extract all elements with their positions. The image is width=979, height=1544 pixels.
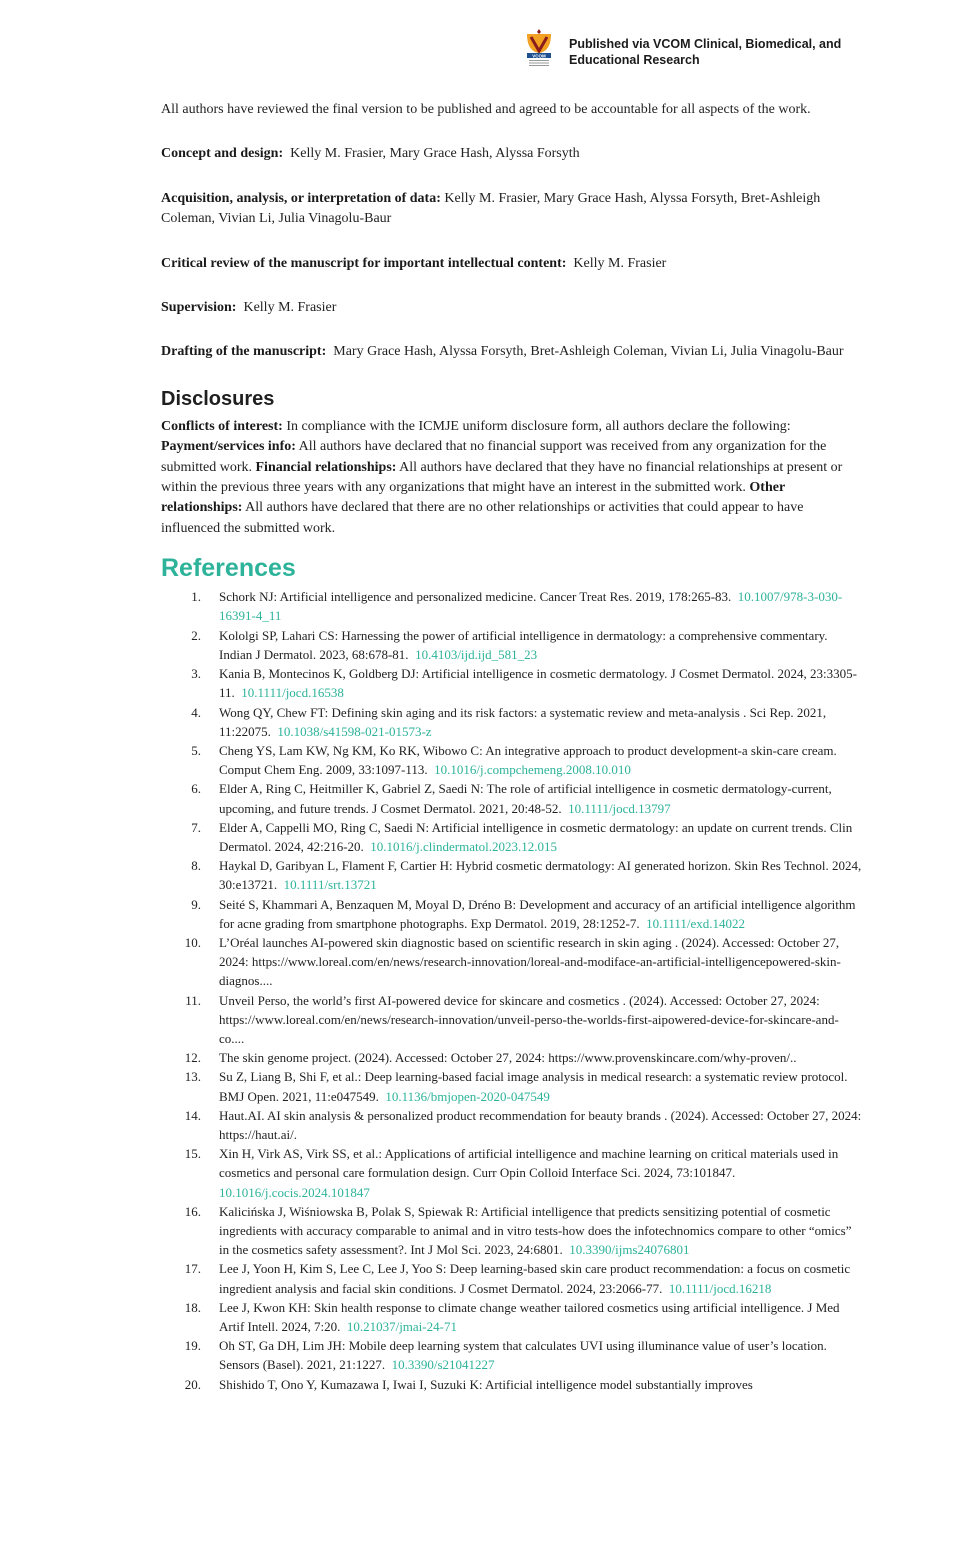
- reference-text: Unveil Perso, the world’s first AI-powered device for skincare and cosmetics . (2024). Accessed: October 27, 2024: https://www.loreal.com/en/news/research-innovation/unveil-perso-the-worlds-first-aipowered-device-for-skincare-and-co....: [219, 992, 839, 1046]
- reference-text: Wong QY, Chew FT: Defining skin aging and its risk factors: a systematic review and meta-analysis . Sci Rep. 2021, 11:22075.: [219, 704, 827, 739]
- coi-text: In compliance with the ICMJE uniform disclosure form, all authors declare the following:: [286, 418, 791, 434]
- reference-text: Elder A, Cappelli MO, Ring C, Saedi N: Artificial intelligence in cosmetic dermatology: an update on current trends. Clin Dermatol. 2024, 42:216-20.: [219, 819, 853, 854]
- reference-doi-link[interactable]: 10.1007/978-3-030-16391-4_11: [219, 589, 843, 624]
- reference-item: [161, 1375, 863, 1394]
- publisher-line-1: Published via VCOM Clinical, Biomedical, and: [569, 37, 842, 51]
- reference-number: 13.: [184, 1069, 201, 1085]
- contribution-label: Drafting of the manuscript:: [161, 344, 327, 360]
- reference-text: Schork NJ: Artificial intelligence and personalized medicine. Cancer Treat Res. 2019, 178:265-83.: [219, 589, 732, 605]
- publisher-note: [569, 36, 841, 68]
- disclosures-text: [161, 417, 863, 539]
- payment-label: Payment/services info:: [161, 439, 296, 455]
- publisher-line-2: Educational Research: [569, 53, 700, 67]
- reference-text: L’Oréal launches AI-powered skin diagnostic based on scientific research in skin aging . (2024). Accessed: October 27, 2024: https://www.loreal.com/en/news/research-innovation/loreal-and-modiface-an-artificial-intelligencepowered-skin-diagnos....: [219, 934, 841, 989]
- reference-doi-link[interactable]: 10.3390/ijms24076801: [569, 1242, 690, 1258]
- contribution-names: Kelly M. Frasier: [243, 300, 337, 316]
- disclosures-heading: Disclosures: [161, 387, 275, 410]
- reference-item: [161, 587, 863, 625]
- reference-doi-link[interactable]: 10.1016/j.compchemeng.2008.10.010: [434, 762, 631, 778]
- reference-number: 4.: [191, 704, 201, 720]
- reference-item: [161, 856, 863, 894]
- reference-item: [161, 1048, 863, 1067]
- reference-doi-link[interactable]: 10.4103/ijd.ijd_581_23: [415, 646, 538, 662]
- reference-item: [161, 818, 863, 856]
- reference-text: Xin H, Virk AS, Virk SS, et al.: Applications of artificial intelligence and machine learning on critical materials used in cosmetics and personal care formulation design. Curr Opin Colloid Interface Sci. 2024, 73:101847.: [219, 1146, 839, 1181]
- reference-doi-link[interactable]: 10.1016/j.cocis.2024.101847: [219, 1184, 370, 1200]
- reference-item: [161, 626, 863, 664]
- reference-number: 9.: [191, 896, 201, 912]
- reference-number: 10.: [184, 934, 201, 950]
- reference-number: 11.: [185, 992, 201, 1008]
- reference-text: Seité S, Khammari A, Benzaquen M, Moyal D, Dréno B: Development and accuracy of an artificial intelligence algorithm for acne grading from smartphone photographs. Exp Dermatol. 2019, 28:1252-7.: [219, 896, 856, 931]
- other-text: All authors have declared that there are no other relationships or activities that could appear to have influenced the submitted work.: [161, 500, 804, 536]
- reference-number: 3.: [191, 666, 201, 682]
- reference-doi-link[interactable]: 10.1136/bmjopen-2020-047549: [385, 1088, 550, 1104]
- reference-text: Haykal D, Garibyan L, Flament F, Cartier H: Hybrid cosmetic dermatology: AI generated horizon. Skin Res Technol. 2024, 30:e13721.: [219, 858, 862, 893]
- reference-doi-link[interactable]: 10.1016/j.clindermatol.2023.12.015: [370, 838, 557, 854]
- reference-item: [161, 779, 863, 817]
- contribution-concept: [161, 144, 863, 164]
- reference-number: 1.: [191, 589, 201, 605]
- reference-text: The skin genome project. (2024). Accessed: October 27, 2024: https://www.provenskincare.com/why-proven/..: [219, 1050, 797, 1066]
- reference-list: [161, 587, 863, 1394]
- financial-text: All authors have declared that they have no financial relationships at present or within the previous three years with any organizations that might have an interest in the submitted work.: [161, 459, 843, 496]
- reference-item: [161, 1202, 863, 1260]
- reference-item: [161, 1259, 863, 1297]
- reference-number: 7.: [191, 819, 201, 835]
- reference-item: [161, 741, 863, 779]
- reference-doi-link[interactable]: 10.21037/jmai-24-71: [346, 1319, 457, 1334]
- reference-number: 5.: [191, 742, 201, 758]
- reference-doi-link[interactable]: 10.1111/exd.14022: [646, 915, 746, 931]
- page-header: [524, 28, 964, 72]
- reference-item: [161, 1336, 863, 1374]
- contribution-names: Mary Grace Hash, Alyssa Forsyth, Bret-Ashleigh Coleman, Vivian Li, Julia Vinagolu-Baur: [333, 344, 844, 360]
- reference-item: [161, 703, 863, 741]
- reference-doi-link[interactable]: 10.1111/jocd.16538: [241, 685, 344, 701]
- contribution-names: Kelly M. Frasier, Mary Grace Hash, Alyssa Forsyth, Bret-Ashleigh Coleman, Vivian Li, Julia Vinagolu-Baur: [161, 190, 821, 227]
- reference-item: [161, 933, 863, 991]
- reference-number: 15.: [184, 1146, 201, 1162]
- reference-number: 20.: [184, 1376, 201, 1392]
- contribution-label: Critical review of the manuscript for important intellectual content:: [161, 255, 567, 271]
- reference-doi-link[interactable]: 10.1111/jocd.16218: [668, 1280, 772, 1296]
- reference-item: [161, 1106, 863, 1144]
- reference-number: 6.: [191, 781, 201, 797]
- coi-label: Conflicts of interest:: [161, 418, 283, 434]
- reference-text: Su Z, Liang B, Shi F, et al.: Deep learning-based facial image analysis in medical research: a systematic review protocol. BMJ Open. 2021, 11:e047549.: [219, 1069, 848, 1104]
- reference-text: Haut.AI. AI skin analysis & personalized product recommendation for beauty brands . (2024). Accessed: October 27, 2024: https://haut.ai/.: [219, 1107, 862, 1142]
- contribution-critical-review: [161, 254, 863, 274]
- reference-text: Lee J, Kwon KH: Skin health response to climate change weather tailored cosmetics using artificial intelligence. J Med Artif Intell. 2024, 7:20.: [219, 1299, 840, 1334]
- reference-number: 19.: [184, 1338, 201, 1354]
- reference-doi-link[interactable]: 10.3390/s21041227: [391, 1357, 495, 1373]
- vcom-logo: [524, 28, 554, 68]
- contribution-names: Kelly M. Frasier: [573, 255, 667, 271]
- reference-item: [161, 895, 863, 933]
- contribution-names: Kelly M. Frasier, Mary Grace Hash, Alyssa Forsyth: [290, 146, 580, 162]
- reference-number: 18.: [184, 1299, 201, 1315]
- reference-text: Kania B, Montecinos K, Goldberg DJ: Artificial intelligence in cosmetic dermatology. J Cosmet Dermatol. 2024, 23:3305-11.: [219, 666, 857, 701]
- reference-text: Elder A, Ring C, Heitmiller K, Gabriel Z, Saedi N: The role of artificial intelligence in cosmetic dermatology-current, upcoming, and future trends. J Cosmet Dermatol. 2021, 20:48-52.: [219, 781, 832, 816]
- reference-number: 16.: [184, 1203, 201, 1219]
- contribution-label: Supervision:: [161, 300, 237, 316]
- reference-text: Kololgi SP, Lahari CS: Harnessing the power of artificial intelligence in dermatology: a comprehensive commentary. Indian J Dermatol. 2023, 68:678-81.: [219, 627, 828, 662]
- reference-number: 12.: [184, 1050, 201, 1066]
- contribution-label: Acquisition, analysis, or interpretation of data:: [161, 190, 441, 206]
- other-label: Other relationships:: [161, 480, 785, 516]
- logo-text: VCOM: [532, 53, 546, 59]
- reference-doi-link[interactable]: 10.1111/jocd.13797: [568, 800, 671, 816]
- financial-label: Financial relationships:: [255, 459, 397, 475]
- reference-item: [161, 1298, 863, 1336]
- reference-text: Lee J, Yoon H, Kim S, Lee C, Lee J, Yoo S: Deep learning-based skin care product recommendation: a focus on cosmetic ingredient analysis and facial skin conditions. J Cosmet Dermatol. 2024, 23:2066-77.: [219, 1261, 851, 1296]
- reference-item: [161, 1067, 863, 1105]
- reference-item: [161, 1144, 863, 1202]
- author-accountability: All authors have reviewed the final version to be published and agreed to be accountable for all aspects of the work.: [161, 102, 811, 117]
- reference-item: [161, 991, 863, 1049]
- reference-text: Kalicińska J, Wiśniowska B, Polak S, Spiewak R: Artificial intelligence that predicts sensitizing potential of cosmetic ingredients with accuracy comparable to animal and in vitro tests-how does the infotechnomics compare to other “omics” in the cosmetics safety assessment?. Int J Mol Sci. 2023, 24:6801.: [219, 1203, 852, 1258]
- reference-number: 17.: [184, 1261, 201, 1277]
- contribution-drafting: [161, 342, 863, 362]
- payment-text: All authors have declared that no financial support was received from any organization for the submitted work.: [161, 439, 827, 475]
- reference-doi-link[interactable]: 10.1111/srt.13721: [283, 877, 377, 893]
- article-body: [161, 100, 863, 1394]
- reference-item: [161, 664, 863, 702]
- reference-number: 14.: [184, 1107, 201, 1123]
- references-heading: References: [161, 554, 296, 583]
- contribution-supervision: [161, 298, 863, 318]
- reference-text: Shishido T, Ono Y, Kumazawa I, Iwai I, Suzuki K: Artificial intelligence model substantially improves: [219, 1376, 753, 1392]
- reference-doi-link[interactable]: 10.1038/s41598-021-01573-z: [277, 723, 432, 739]
- reference-text: Cheng YS, Lam KW, Ng KM, Ko RK, Wibowo C: An integrative approach to product development-a skin-care cream. Comput Chem Eng. 2009, 33:1097-113.: [219, 742, 837, 778]
- reference-number: 8.: [191, 858, 201, 874]
- contribution-acquisition: [161, 189, 863, 230]
- contribution-label: Concept and design:: [161, 146, 284, 162]
- reference-number: 2.: [191, 627, 201, 643]
- reference-text: Oh ST, Ga DH, Lim JH: Mobile deep learning system that calculates UVI using illuminance value of user’s location. Sensors (Basel). 2021, 21:1227.: [219, 1338, 827, 1373]
